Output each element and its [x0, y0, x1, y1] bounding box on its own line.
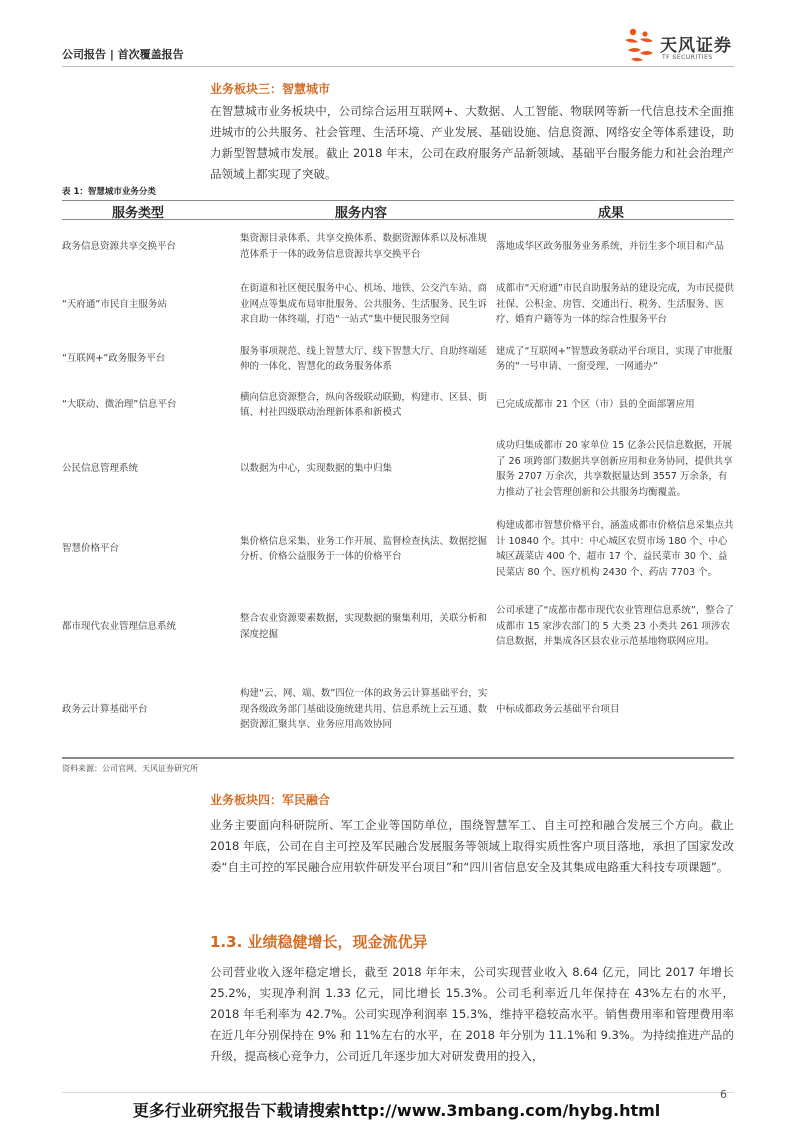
cell-service-content: 整合农业资源要素数据，实现数据的聚集利用，关联分析和深度挖掘	[240, 613, 488, 640]
subsection-title-performance: 1.3. 业绩稳健增长，现金流优异	[210, 933, 428, 951]
cell-service-type: 智慧价格平台	[62, 543, 120, 555]
tf-logo-icon	[622, 26, 656, 64]
cell-service-type: “大联动、微治理”信息平台	[62, 399, 177, 411]
table-header-type: 服务类型	[112, 206, 165, 221]
table-header-row	[62, 200, 734, 220]
table-row	[62, 664, 734, 755]
table-row	[62, 509, 734, 589]
section-heading-military-civil: 业务板块四：军民融合	[210, 793, 331, 807]
footer-download-link-text[interactable]: 更多行业研究报告下载请搜索http://www.3mbang.com/hybg.html	[132, 1101, 661, 1120]
cell-service-type: 政务云计算基础平台	[62, 703, 148, 715]
section-paragraph-smart-city: 在智慧城市业务板块中，公司综合运用互联网+、大数据、人工智能、物联网等新一代信息技术全面推进城市的公共服务、社会管理、生活环境、产业发展、基础设施、信息资源、网络安全等体系建设，助力新型智慧城市发展。截止 2018 年末，公司在政府服务产品新领域、基础平台服务能力和社会治理产品领域上都实现了突破。	[210, 104, 734, 181]
table-row	[62, 589, 734, 664]
table-caption: 表 1：智慧城市业务分类	[62, 187, 156, 197]
cell-service-result: 构建成都市智慧价格平台，涵盖成都市价格信息采集点共计 10840 个。其中：中心城区农贸市场 180 个、中心城区蔬菜店 400 个、超市 17 个、益民菜市 30 个、益民菜店 80 个、医疗机构 2430 个、药店 7703 个。	[496, 520, 734, 578]
cell-service-content: 在街道和社区便民服务中心、机场、地铁、公交汽车站、商业网点等集成布局审批服务、公共服务、生活服务、民生诉求自助一体终端，打造“一站式”集中便民服务空间	[240, 283, 488, 326]
cell-service-result: 成都市“天府通”市民自助服务站的建设完成，为市民提供社保、公积金、房管、交通出行、税务、生活服务、医疗、婚育户籍等为一体的综合性服务平台	[496, 283, 734, 326]
logo-english-text: TF SECURITIES	[662, 54, 713, 61]
page-number: 6	[720, 1088, 727, 1101]
table-header-content: 服务内容	[335, 206, 388, 221]
logo-chinese-text: 天风证券	[660, 36, 732, 56]
cell-service-result: 落地成华区政务服务业务系统，并衍生多个项目和产品	[496, 240, 725, 252]
table-row	[62, 381, 734, 429]
cell-service-content: 集价格信息采集、业务工作开展、监督检查执法、数据挖掘分析、价格公益服务于一体的价格平台	[240, 535, 488, 562]
table-row	[62, 337, 734, 381]
tf-securities-logo	[622, 26, 742, 66]
cell-service-type: “天府通”市民自主服务站	[62, 298, 167, 310]
cell-service-content: 服务事项规范、线上智慧大厅、线下智慧大厅、自助终端延伸的一体化、智慧化的政务服务体系	[240, 345, 488, 372]
cell-service-result: 建成了“互联网+”智慧政务联动平台项目，实现了审批服务的“一号申请、一窗受理、一网通办”	[496, 345, 733, 372]
table-source-note: 资料来源：公司官网、天风证券研究所	[62, 764, 198, 773]
subsection-paragraph-performance: 公司营业收入逐年稳定增长，截至 2018 年年末，公司实现营业收入 8.64 亿元，同比 2017 年增长 25.2%，实现净利润 1.33 亿元，同比增长 15.3%。公司毛利率近几年保持在 43%左右的水平，2018 年毛利率为 42.7%。公司实现净利润率 15.3%，维持平稳较高水平。销售费用率和管理费用率在近几年分别保持在 9% 和 11%左右的水平，在 2018 年分别为 11.1%和 9.3%。为持续推进产品的升级，提高核心竞争力，公司近几年逐步加大对研发费用的投入，	[210, 965, 734, 1063]
cell-service-result: 公司承建了“成都市都市现代农业管理信息系统”，整合了成都市 15 家涉农部门的 5 大类 23 小类共 261 项涉农信息数据，并集成各区县农业示范基地物联网应用。	[496, 605, 734, 648]
table-row	[62, 429, 734, 509]
table-row	[62, 221, 734, 272]
cell-service-type: 都市现代农业管理信息系统	[62, 620, 177, 632]
cell-service-type: 政务信息资源共享交换平台	[62, 240, 177, 252]
section-paragraph-military-civil: 业务主要面向科研院所、军工企业等国防单位，围绕智慧军工、自主可控和融合发展三个方向。截止 2018 年底，公司在自主可控及军民融合发展服务等领域上取得实质性客户项目落地，承担了国家发改委“自主可控的军民融合应用软件研发平台项目”和“四川省信息安全及其集成电路重大科技专项课题”。	[210, 818, 734, 874]
smart-city-table	[62, 200, 734, 731]
cell-service-result: 中标成都政务云基础平台项目	[496, 703, 620, 715]
cell-service-type: “互联网+”政务服务平台	[62, 353, 166, 365]
report-type-label: 公司报告 | 首次覆盖报告	[62, 48, 184, 61]
table-header-result: 成果	[598, 206, 625, 221]
table-row	[62, 272, 734, 337]
table-bottom-rule	[62, 757, 734, 759]
cell-service-content: 构建“云、网、端、数”四位一体的政务云计算基础平台，实现各级政务部门基础设施统建共用、信息系统上云互通、数据资源汇聚共享、业务应用高效协同	[240, 688, 488, 731]
footer-divider	[62, 1092, 734, 1093]
header-divider	[62, 66, 734, 67]
cell-service-content: 横向信息资源整合，纵向各级联动联勤，构建市、区县、街镇、村社四级联动治理新体系和新模式	[240, 391, 488, 418]
cell-service-type: 公民信息管理系统	[62, 463, 139, 475]
section-heading-smart-city: 业务板块三：智慧城市	[210, 82, 331, 96]
cell-service-result: 已完成成都市 21 个区（市）县的全面部署应用	[496, 399, 695, 411]
cell-service-content: 以数据为中心，实现数据的集中归集	[240, 463, 393, 475]
cell-service-content: 集资源目录体系、共享交换体系、数据资源体系以及标准规范体系于一体的政务信息资源共享交换平台	[240, 233, 488, 260]
cell-service-result: 成功归集成都市 20 家单位 15 亿条公民信息数据，开展了 26 项跨部门数据共享创新应用和业务协同，提供共享服务 2707 万余次，共享数据量达到 3557 万余条，有力推动了社会管理创新和公共服务均衡覆盖。	[496, 440, 733, 498]
